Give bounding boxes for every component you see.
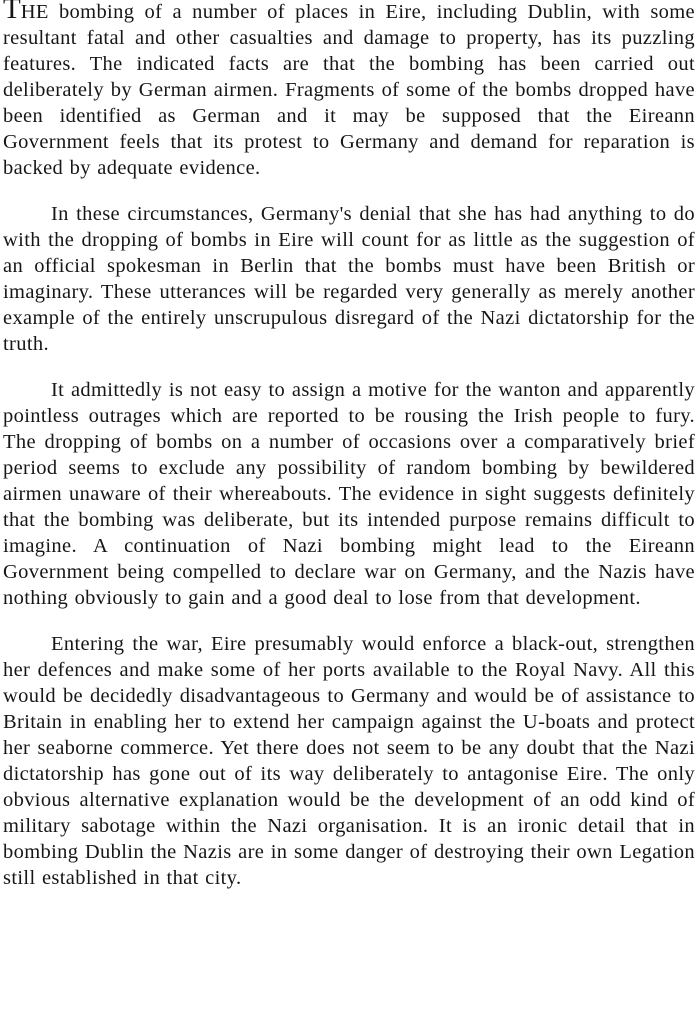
paragraph-text: HE bombing of a number of places in Eire, including Dublin, with some resultant fatal and other casualties and damage to property, has its puzzling features. The indicated facts are that the bombing has been carried out deliberately by German airmen. Fragments of some of the bombs dropped have been identified as German and it may be supposed that the Eireann Government feels that its protest to Germany and demand for reparation is backed by adequate evidence. — [3, 1, 695, 179]
article-paragraph-2: In these circumstances, Germany's denial that she has had anything to do with the dropping of bombs in Eire will count for as little as the suggestion of an official spokesman in Berlin that the bombs must have been British or imaginary. These utterances will be regarded very generally as merely another example of the entirely unscrupulous disregard of the Nazi dictatorship for the truth. — [3, 203, 695, 355]
article-paragraph-3: It admittedly is not easy to assign a motive for the wanton and apparently pointless outrages which are reported to be rousing the Irish people to fury. The dropping of bombs on a number of occasions over a comparatively brief period seems to exclude any possibility of random bombing by bewildered airmen unaware of their whereabouts. The evidence in sight suggests definitely that the bombing was deliberate, but its intended purpose remains difficult to imagine. A continuation of Nazi bombing might lead to the Eireann Government being compelled to declare war on Germany, and the Nazis have nothing obviously to gain and a good deal to lose from that development. — [3, 379, 695, 609]
article-paragraph-4: Entering the war, Eire presumably would enforce a black-out, strengthen her defences and make some of her ports available to the Royal Navy. All this would be decidedly disadvantageous to Germany and would be of assistance to Britain in enabling her to extend her campaign against the U-boats and protect her seaborne commerce. Yet there does not seem to be any doubt that the Nazi dictatorship has gone out of its way deliberately to antagonise Eire. The only obvious alternative explanation would be the development of an odd kind of military sabotage within the Nazi organisation. It is an ironic detail that in bombing Dublin the Nazis are in some danger of destroying their own Legation still established in that city. — [3, 633, 695, 889]
drop-cap: T — [3, 0, 21, 25]
newspaper-article — [3, 0, 695, 891]
article-paragraph-1 — [3, 0, 695, 181]
